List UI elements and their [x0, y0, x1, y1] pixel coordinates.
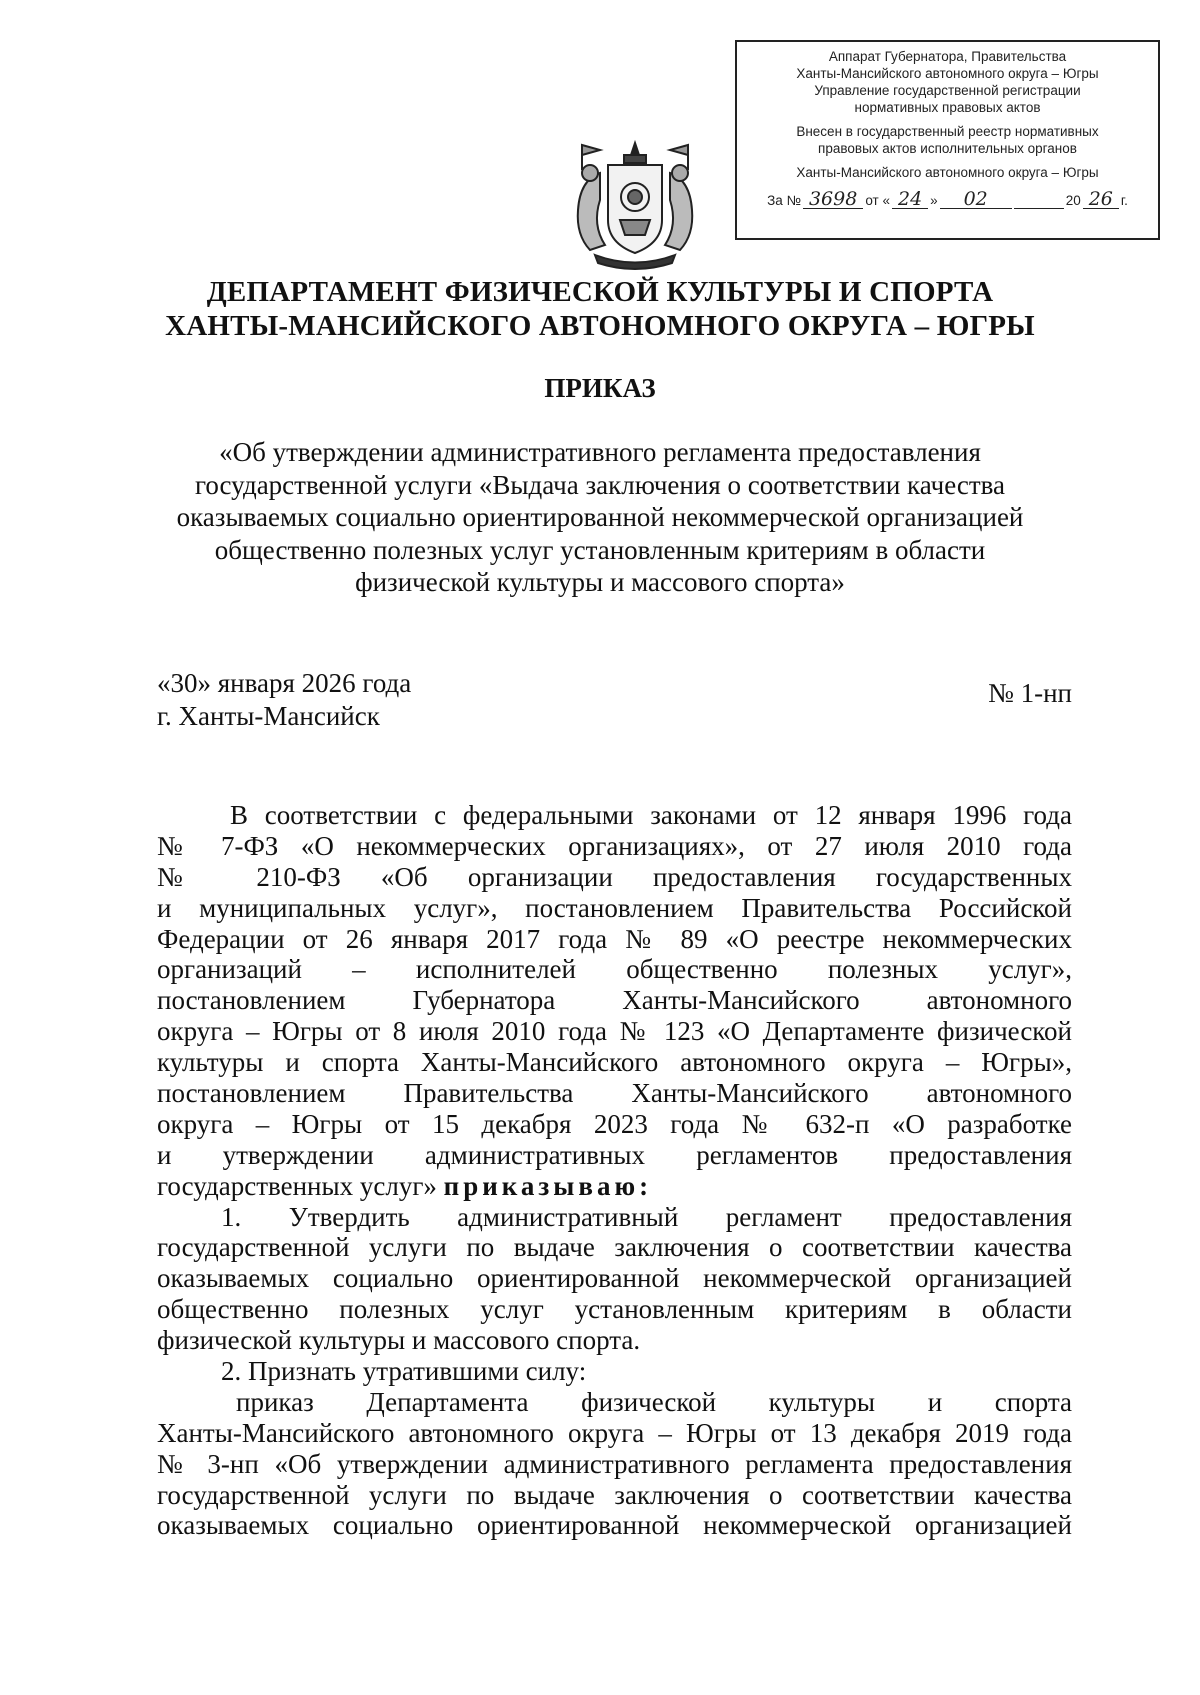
item1-last-line: физической культуры и массового спорта. — [157, 1325, 641, 1356]
stamp-registration-line — [743, 188, 1152, 210]
stamp-line: Управление государственной регистрации — [814, 83, 1081, 98]
item2-line: государственной услуги по выдаче заключения о соответствии качества — [157, 1479, 1072, 1510]
stamp-line: Аппарат Губернатора, Правительства — [828, 49, 1067, 64]
order-city: г. Ханты-Мансийск — [157, 701, 380, 731]
department-line: ДЕПАРТАМЕНТ ФИЗИЧЕСКОЙ КУЛЬТУРЫ И СПОРТА — [206, 276, 994, 308]
item1-line: общественно полезных услуг установленным критериям в области — [157, 1294, 1072, 1325]
stamp-line: правовых актов исполнительных органов — [818, 141, 1077, 156]
item1-line: государственной услуги по выдаче заключения о соответствии качества — [157, 1232, 1072, 1263]
preamble-line: округа – Югры от 15 декабря 2023 года № 632-п «О разработке — [157, 1108, 1072, 1139]
stamp-reg-suffix: г. — [1120, 193, 1128, 208]
preamble-line: организаций – исполнителей общественно полезных услуг», — [157, 954, 1072, 985]
order-number: № 1-нп — [988, 678, 1072, 708]
preamble-line: культуры и спорта Ханты-Мансийского автономного округа – Югры», — [157, 1047, 1072, 1078]
stamp-reg-number: 3698 — [803, 191, 863, 209]
order-date-place — [157, 667, 411, 733]
subject-line: физической культуры и массового спорта» — [355, 567, 845, 597]
stamp-reg-from: от « — [865, 193, 890, 208]
khmao-coat-of-arms-icon — [560, 125, 710, 275]
item2-line: приказ Департамента физической культуры и спорта — [236, 1386, 1072, 1417]
department-line: ХАНТЫ-МАНСИЙСКОГО АВТОНОМНОГО ОКРУГА – ЮГРЫ — [165, 310, 1035, 342]
stamp-okrug-line: Ханты-Мансийского автономного округа – Югры — [796, 165, 1099, 180]
stamp-line: Ханты-Мансийского автономного округа – Югры — [796, 66, 1099, 81]
stamp-line: нормативных правовых актов — [854, 100, 1041, 115]
decree-word: приказываю: — [443, 1170, 653, 1201]
subject-line: государственной услуги «Выдача заключения о соответствии качества — [194, 469, 1006, 500]
preamble-line: № 210-ФЗ «Об организации предоставления государственных — [157, 861, 1072, 892]
registration-stamp — [735, 40, 1160, 240]
preamble-last-text: государственных услуг» — [157, 1170, 437, 1201]
preamble-line: и утверждении административных регламентов предоставления — [157, 1139, 1072, 1170]
preamble-line: В соответствии с федеральными законами от 12 января 1996 года — [230, 800, 1072, 830]
stamp-reg-year: 26 — [1083, 191, 1119, 209]
stamp-reg-prefix: За № — [767, 193, 801, 208]
order-date: «30» января 2026 года — [157, 668, 412, 698]
preamble-line: № 7-ФЗ «О некоммерческих организациях», от 27 июля 2010 года — [157, 830, 1072, 861]
document-type: ПРИКАЗ — [544, 373, 656, 403]
stamp-line: Внесен в государственный реестр нормативных — [796, 124, 1099, 139]
subject-line: оказываемых социально ориентированной некоммерческой организацией — [176, 502, 1024, 532]
item1-line: 1. Утвердить административный регламент предоставления — [221, 1201, 1072, 1232]
item2-line: оказываемых социально ориентированной некоммерческой организацией — [157, 1510, 1072, 1541]
preamble-line: постановлением Губернатора Ханты-Мансийского автономного — [157, 985, 1072, 1016]
department-name — [100, 275, 1100, 343]
preamble-line: постановлением Правительства Ханты-Мансийского автономного — [157, 1078, 1072, 1109]
preamble-line: и муниципальных услуг», постановлением Правительства Российской — [157, 892, 1072, 923]
stamp-blank — [1014, 208, 1064, 209]
item2-title: 2. Признать утратившими силу: — [221, 1356, 587, 1387]
preamble-last-line — [157, 1171, 1072, 1202]
stamp-reg-day: 24 — [892, 191, 928, 209]
stamp-reg-year-prefix: 20 — [1065, 193, 1081, 208]
preamble-line: округа – Югры от 8 июля 2010 года № 123 «О Департаменте физической — [157, 1016, 1072, 1047]
subject-line: «Об утверждении административного регламента предоставления — [219, 437, 981, 467]
preamble-line: Федерации от 26 января 2017 года № 89 «О реестре некоммерческих — [157, 923, 1072, 954]
order-subject — [130, 436, 1070, 599]
item1-line: оказываемых социально ориентированной некоммерческой организацией — [157, 1263, 1072, 1294]
item2-line: № 3-нп «Об утверждении административного регламента предоставления — [157, 1448, 1072, 1479]
subject-line: общественно полезных услуг установленным критериям в области — [214, 534, 986, 565]
order-body — [157, 800, 1072, 1541]
item2-line: Ханты-Мансийского автономного округа – Югры от 13 декабря 2019 года — [157, 1417, 1072, 1448]
stamp-reg-close: » — [930, 193, 938, 208]
stamp-reg-month: 02 — [940, 191, 1012, 209]
